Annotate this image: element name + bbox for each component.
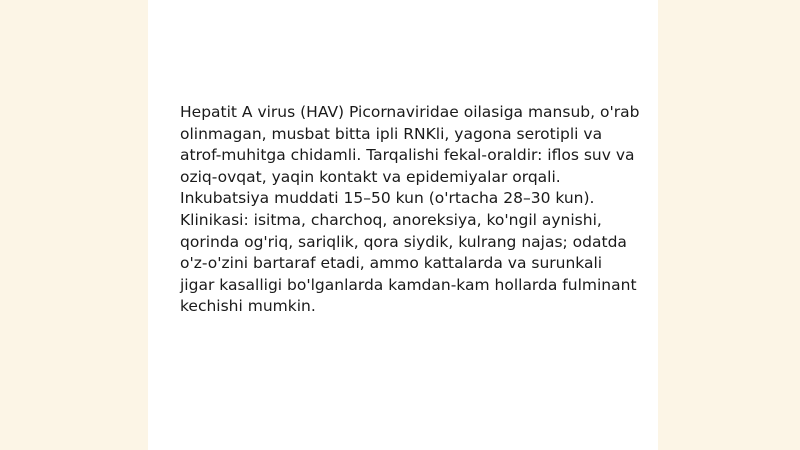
document-paragraph: Hepatit A virus (HAV) Picornaviridae oilasiga mansub, o'rab olinmagan, musbat bitta ipli RNKli, yagona serotipli va atrof-muhitga chidamli. Tarqalishi fekal-oraldir: iflos suv va oziq-ovqat, yaqin kontakt va epidemiyalar orqali. Inkubatsiya muddati 15–50 kun (o'rtacha 28–30 kun). Klinikasi: isitma, charchoq, anoreksiya, ko'ngil aynishi, qorinda og'riq, sariqlik, qora siydik, kulrang najas; odatda o'z-o'zini bartaraf etadi, ammo kattalarda va surunkali jigar kasalligi bo'lganlarda kamdan-kam hollarda fulminant kechishi mumkin. [180, 103, 640, 316]
document-page [148, 0, 658, 450]
left-margin-background [0, 0, 148, 450]
right-margin-background [658, 0, 800, 450]
